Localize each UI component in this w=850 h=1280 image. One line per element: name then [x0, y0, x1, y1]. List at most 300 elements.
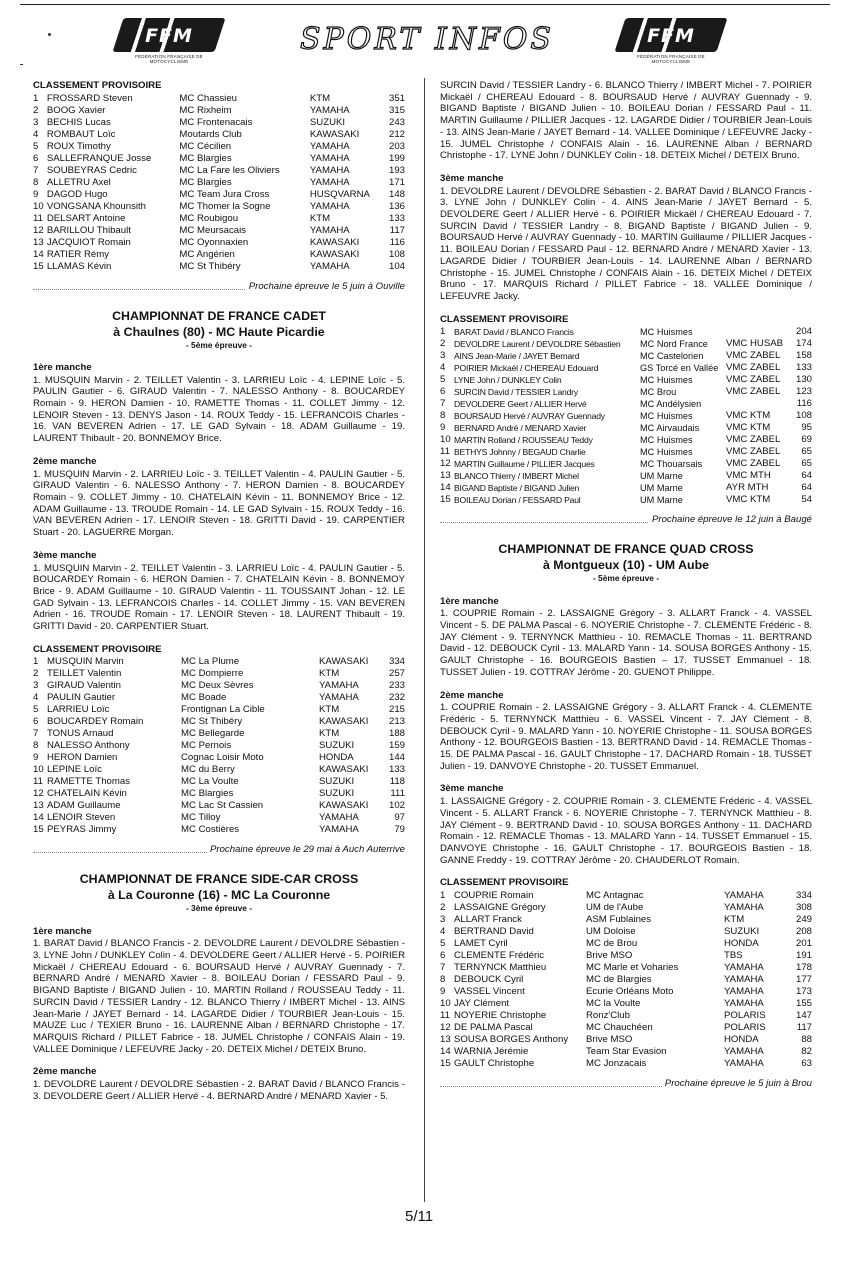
- rank-cell: 14: [33, 248, 44, 260]
- points-cell: 116: [796, 398, 812, 410]
- club-cell: MC Costières: [181, 824, 240, 836]
- table-row: [440, 434, 812, 446]
- brand-cell: YAMAHA: [724, 1058, 764, 1070]
- table-row: [440, 422, 812, 434]
- points-cell: 173: [795, 986, 812, 998]
- rider-cell: ROMBAUT Loïc: [46, 128, 116, 140]
- club-cell: MC Team Jura Cross: [179, 188, 270, 200]
- brand-cell: VMC KTM: [726, 494, 771, 506]
- rider-cell: DE PALMA Pascal: [454, 1022, 533, 1034]
- club-cell: MC Blargies: [179, 176, 232, 188]
- brand-cell: YAMAHA: [724, 986, 764, 998]
- championship-title: CHAMPIONNAT DE FRANCE QUAD CROSS: [498, 542, 754, 557]
- race-results: 1. LASSAIGNE Grégory - 2. COUPRIE Romain - 3. CLEMENTE Frédéric - 4. VASSEL Vincent - 5. ALLART Franck - 6. NOYERIE Christophe - 7. TERNYNCK Matthieu - 8. JAY Clément - 9. BERTRAND David - 10. SOUSA BORGES Anthony - 11. DACHARD Romain - 12. REMACLE Thomas - 13. MALARD Yann - 14. TUSSET Emmanuel - 15. DANVOYE Christophe - 16. GAULT Christophe - 17. BOURGEOIS Bastien - 18. GANNE Freddy - 19. COTTRAY Jérôme - 20. CHAUDERLOT Romain.: [440, 796, 812, 866]
- standings-table: [440, 890, 812, 1070]
- rank-cell: 12: [33, 788, 44, 800]
- club-cell: MC Thomer la Sogne: [179, 200, 271, 212]
- brand-cell: YAMAHA: [724, 890, 764, 902]
- rider-cell: NOYERIE Christophe: [454, 1010, 547, 1022]
- table-row: [33, 764, 405, 776]
- rider-cell: DAGOD Hugo: [46, 188, 108, 200]
- table-row: [440, 890, 812, 902]
- club-cell: MC Airvaudais: [640, 423, 700, 434]
- club-cell: MC La Plume: [181, 656, 240, 668]
- points-cell: 178: [795, 962, 812, 974]
- rank-cell: 6: [33, 716, 39, 728]
- brand-cell: VMC KTM: [726, 422, 771, 434]
- table-row: [440, 338, 812, 350]
- race-results: 1. BARAT David / BLANCO Francis - 2. DEVOLDRE Laurent / DEVOLDRE Sébastien - 3. LYNE John / DUNKLEY Colin - 4. DEVOLDERE Geert / ALLIER Hervé - 5. POIRIER Mickaël / CHEREAU Edouard - 6. BOURSAUD Hervé / AUVRAY Guennady - 7. BERNARD André / MENARD Xavier - 8. BOILEAU Dorian / FESSARD Paul - 9. BIGAND Baptiste / BIGAND Julien - 10. MARTIN Rolland / ROUSSEAU Teddy - 11. SURCIN David / TESSIER Landry - 12. BLANCO Thierry / IMBERT Michel - 13. AINS Jean-Marie / JAYET Bernard - 14. LAGARDE Didier / TOURBIER Jean-Louis - 15. MAUZE Luc / TEXIER Bruno - 16. LAURENNE Alban / BERNARD Christophe - 17. MARQUIS Richard / PILLET Fabrice - 18. JUMEL Christophe / CONFAIS Alain - 19. VALLEE Dominique / LEFEUVRE Jacky - 20. DETEIX Michel / DETEIX Bruno.: [33, 938, 405, 1055]
- rider-cell: CHATELAIN Kévin: [47, 788, 127, 800]
- brand-cell: VMC ZABEL: [726, 458, 781, 470]
- rider-cell: ROUX Timothy: [46, 140, 111, 152]
- championship-title: CHAMPIONNAT DE FRANCE CADET: [112, 308, 326, 323]
- points-cell: 249: [795, 914, 812, 926]
- table-row: [440, 1010, 812, 1022]
- club-cell: Ronz'Club: [586, 1010, 630, 1022]
- club-cell: UM Marne: [640, 495, 683, 506]
- table-row: [440, 362, 812, 374]
- rider-cell: PEYRAS Jimmy: [47, 824, 117, 836]
- table-row: [33, 728, 405, 740]
- rider-cell: LENOIR Steven: [47, 812, 116, 824]
- brand-cell: KTM: [319, 704, 340, 716]
- club-cell: MC du Berry: [181, 764, 235, 776]
- points-cell: 95: [801, 422, 812, 434]
- rank-cell: 9: [440, 422, 446, 434]
- rank-cell: 1: [440, 890, 446, 902]
- rank-cell: 4: [440, 362, 446, 374]
- rider-cell: HERON Damien: [47, 752, 118, 764]
- next-event: Prochaine épreuve le 12 juin à Baugé: [440, 512, 812, 523]
- brand-cell: YAMAHA: [724, 974, 764, 986]
- rank-cell: 10: [440, 434, 451, 446]
- points-cell: 79: [394, 824, 405, 836]
- table-row: [33, 740, 405, 752]
- club-cell: MC Frontenacais: [179, 116, 253, 128]
- page-title: SPORT INFOS: [299, 22, 554, 57]
- rank-cell: 11: [33, 776, 43, 788]
- rank-cell: 8: [440, 974, 446, 986]
- club-cell: MC La Voulte: [181, 776, 239, 788]
- brand-cell: VMC ZABEL: [726, 434, 781, 446]
- rank-cell: 13: [33, 800, 44, 812]
- standings-table: [33, 656, 405, 836]
- race-results: 1. COUPRIE Romain - 2. LASSAIGNE Grégory - 3. ALLART Franck - 4. CLEMENTE Frédéric - 5. TERNYNCK Matthieu - 6. VASSEL Vincent - 7. JAY Clément - 8. DEBOUCK Cyril - 9. MALARD Yann - 10. NOYERIE Christophe - 11. SOUSA BORGES Anthony - 12. BOURGEOIS Bastien - 13. BERTRAND David - 14. REMACLE Thomas - 15. DE PALMA Pascal - 16. GAULT Christophe - 17. DACHARD Romain - 18. TUSSET Julien - 19. DANVOYE Christophe - 20. TUSSET Emmanuel.: [440, 702, 812, 772]
- club-cell: MC la Voulte: [586, 998, 641, 1010]
- club-cell: MC Thouarsais: [640, 459, 703, 470]
- ffm-logo-right: [620, 18, 722, 65]
- race-heading: 3ème manche: [440, 783, 504, 795]
- club-cell: Frontignan La Cible: [181, 704, 265, 716]
- rank-cell: 6: [440, 386, 446, 398]
- brand-cell: KAWASAKI: [309, 236, 360, 248]
- club-cell: MC de Blargies: [586, 974, 652, 986]
- brand-cell: YAMAHA: [309, 224, 350, 236]
- rank-cell: 7: [33, 728, 39, 740]
- table-row: [33, 692, 405, 704]
- rank-cell: 9: [440, 986, 446, 998]
- rank-cell: 8: [33, 740, 39, 752]
- logo-text: FFM: [647, 25, 695, 47]
- table-row: [440, 410, 812, 422]
- club-cell: Brive MSO: [586, 950, 633, 962]
- table-row: [440, 482, 812, 494]
- rider-cell: BECHIS Lucas: [46, 116, 111, 128]
- club-cell: UM Marne: [640, 483, 683, 494]
- scan-mark: [20, 64, 23, 65]
- rider-cell: LAMET Cyril: [454, 938, 508, 950]
- points-cell: 203: [388, 140, 405, 152]
- table-row: [440, 974, 812, 986]
- race-heading: 3ème manche: [33, 549, 97, 561]
- brand-cell: KAWASAKI: [319, 716, 369, 728]
- rider-cell: SOUSA BORGES Anthony: [454, 1034, 569, 1046]
- points-cell: 64: [801, 470, 812, 482]
- brand-cell: POLARIS: [724, 1010, 766, 1022]
- points-cell: 147: [795, 1010, 812, 1022]
- rank-cell: 3: [440, 914, 446, 926]
- points-cell: 174: [795, 338, 812, 350]
- rank-cell: 12: [33, 224, 44, 236]
- rider-cell: GIRAUD Valentin: [47, 680, 121, 692]
- rider-cell: DELSART Antoine: [46, 212, 126, 224]
- brand-cell: [726, 398, 786, 410]
- rider-cell: NALESSO Anthony: [47, 740, 130, 752]
- table-row: [33, 776, 405, 788]
- rider-cell: LLAMAS Kévin: [46, 260, 112, 272]
- points-cell: 308: [795, 902, 812, 914]
- left-column: [33, 80, 405, 1114]
- rank-cell: 15: [33, 260, 44, 272]
- classement-heading: CLASSEMENT PROVISOIRE: [440, 877, 569, 889]
- club-cell: MC Tilloy: [181, 812, 221, 824]
- next-event: Prochaine épreuve le 5 juin à Brou: [440, 1076, 812, 1087]
- rider-cell: TONUS Arnaud: [47, 728, 114, 740]
- brand-cell: YAMAHA: [309, 200, 350, 212]
- club-cell: MC Huismes: [640, 375, 693, 386]
- rider-cell: BARILLOU Thibault: [46, 224, 131, 236]
- rider-cell: SOUBEYRAS Cedric: [46, 164, 137, 176]
- table-row: [33, 680, 405, 692]
- rank-cell: 2: [440, 902, 446, 914]
- table-row: [440, 374, 812, 386]
- points-cell: 315: [388, 104, 405, 116]
- race-heading: 2ème manche: [440, 689, 504, 701]
- club-cell: MC Dompierre: [181, 668, 244, 680]
- championship-venue: à La Couronne (16) - MC La Couronne: [107, 888, 331, 903]
- points-cell: 116: [389, 236, 405, 248]
- points-cell: 130: [795, 374, 812, 386]
- brand-cell: YAMAHA: [724, 998, 764, 1010]
- rider-cell: ALLETRU Axel: [46, 176, 111, 188]
- points-cell: 201: [795, 938, 812, 950]
- table-row: [440, 938, 812, 950]
- rank-cell: 2: [33, 104, 39, 116]
- table-row: [440, 1046, 812, 1058]
- rank-cell: 14: [440, 1046, 451, 1058]
- points-cell: 233: [388, 680, 405, 692]
- race-results: 1. COUPRIE Romain - 2. LASSAIGNE Grégory - 3. ALLART Franck - 4. VASSEL Vincent - 5. DE PALMA Pascal - 6. NOYERIE Christophe - 7. CLEMENTE Frédéric - 8. JAY Clément - 9. TERNYNCK Matthieu - 10. REMACLE Thomas - 11. BERTRAND David - 12. DEBOUCK Cyril - 13. MALARD Yann - 14. SOUSA BORGES Anthony - 15. GAULT Christophe - 16. BOURGEOIS Bastien – 17. TUSSET Emmanuel - 18. TUSSET Julien - 19. COTTRAY Jérôme - 20. GUENOT Philippe.: [440, 608, 812, 678]
- rider-cell: VASSEL Vincent: [454, 986, 525, 998]
- rider-cell: AINS Jean-Marie / JAYET Bernard: [454, 351, 580, 362]
- points-cell: 133: [795, 362, 812, 374]
- rank-cell: 7: [440, 962, 446, 974]
- points-cell: 334: [795, 890, 812, 902]
- rider-cell: BETHYS Johnny / BEGAUD Charlie: [454, 447, 586, 458]
- points-cell: 213: [388, 716, 405, 728]
- brand-cell: YAMAHA: [319, 692, 359, 704]
- rider-cell: BOURSAUD Hervé / AUVRAY Guennady: [454, 411, 605, 422]
- rank-cell: 9: [33, 188, 39, 200]
- table-row: [440, 398, 812, 410]
- rider-cell: SALLEFRANQUE Josse: [46, 152, 152, 164]
- championship-venue: à Chaulnes (80) - MC Haute Picardie: [113, 324, 325, 339]
- brand-cell: YAMAHA: [724, 962, 764, 974]
- points-cell: 191: [795, 950, 812, 962]
- club-cell: MC Cécilien: [179, 140, 232, 152]
- table-row: [33, 668, 405, 680]
- table-row: [440, 914, 812, 926]
- brand-cell: KAWASAKI: [309, 128, 360, 140]
- brand-cell: SUZUKI: [319, 740, 355, 752]
- championship-title: CHAMPIONNAT DE FRANCE SIDE-CAR CROSS: [79, 872, 359, 887]
- rank-cell: 15: [440, 1058, 451, 1070]
- brand-cell: YAMAHA: [309, 104, 350, 116]
- rank-cell: 3: [33, 680, 39, 692]
- rider-cell: ADAM Guillaume: [47, 800, 121, 812]
- points-cell: 118: [389, 776, 405, 788]
- rider-cell: JAY Clément: [454, 998, 510, 1010]
- round-label: - 5ème épreuve -: [592, 573, 660, 584]
- rider-cell: MUSQUIN Marvin: [47, 656, 124, 668]
- club-cell: MC Chauchéen: [586, 1022, 653, 1034]
- points-cell: 117: [389, 224, 405, 236]
- next-event: Prochaine épreuve le 5 juin à Ouville: [33, 279, 405, 290]
- club-cell: MC Marle et Voharies: [586, 962, 679, 974]
- club-cell: MC Andélysien: [640, 399, 702, 410]
- rider-cell: MARTIN Guillaume / PILLIER Jacques: [454, 459, 595, 470]
- brand-cell: YAMAHA: [309, 152, 350, 164]
- classement-heading: CLASSEMENT PROVISOIRE: [440, 313, 569, 325]
- table-row: [440, 470, 812, 482]
- rider-cell: BIGAND Baptiste / BIGAND Julien: [454, 483, 580, 494]
- points-cell: 158: [795, 350, 812, 362]
- rider-cell: PAULIN Gautier: [47, 692, 116, 704]
- rank-cell: 10: [33, 764, 44, 776]
- rider-cell: BARAT David / BLANCO Francis: [454, 327, 574, 338]
- club-cell: MC Brou: [640, 387, 677, 398]
- race-heading: 2ème manche: [33, 455, 97, 467]
- rank-cell: 6: [33, 152, 39, 164]
- race-heading: 1ère manche: [33, 925, 92, 937]
- table-row: [440, 326, 812, 338]
- rank-cell: 10: [33, 200, 44, 212]
- rank-cell: 1: [33, 656, 39, 668]
- table-row: [33, 165, 405, 177]
- rank-cell: 1: [440, 326, 446, 338]
- race-results: 1. MUSQUIN Marvin - 2. LARRIEU Loïc - 3. TEILLET Valentin - 4. PAULIN Gautier - 5. GIRAUD Valentin - 6. NALESSO Anthony - 7. HERON Damien - 8. BOUCARDEY Romain - 9. COLLET Jimmy - 10. CHATELAIN Kévin - 11. BONNEMOY Brice - 12. ADAM Guillaume - 13. TROUDE Romain - 14. LE GAD Sylvain - 15. ROUX Teddy - 16. VAN BEVEREN Adrien - 17. LENOIR Steven - 18. GRITTI David - 19. CARPENTIER Stuart - 20. LAGUERRE Morgan.: [33, 468, 405, 539]
- standings-table: [440, 326, 812, 506]
- rank-cell: 11: [33, 212, 43, 224]
- club-cell: MC Blargies: [181, 788, 234, 800]
- points-cell: 104: [388, 260, 405, 272]
- points-cell: 69: [801, 434, 812, 446]
- rank-cell: 12: [440, 1022, 451, 1034]
- rider-cell: MARTIN Rolland / ROUSSEAU Teddy: [454, 435, 593, 446]
- club-cell: MC Huismes: [640, 411, 693, 422]
- points-cell: 351: [388, 92, 405, 104]
- brand-cell: YAMAHA: [724, 902, 764, 914]
- brand-cell: YAMAHA: [309, 164, 350, 176]
- club-cell: MC St Thibéry: [179, 260, 241, 272]
- rank-cell: 14: [440, 482, 451, 494]
- rider-cell: JACQUIOT Romain: [46, 236, 131, 248]
- brand-cell: SUZUKI: [309, 116, 346, 128]
- brand-cell: KAWASAKI: [309, 248, 360, 260]
- table-row: [440, 902, 812, 914]
- points-cell: 208: [795, 926, 812, 938]
- points-cell: 102: [388, 800, 405, 812]
- brand-cell: HONDA: [319, 752, 354, 764]
- club-cell: Brive MSO: [586, 1034, 633, 1046]
- club-cell: MC Deux Sèvres: [181, 680, 254, 692]
- club-cell: MC Huismes: [640, 435, 693, 446]
- rank-cell: 14: [33, 812, 44, 824]
- points-cell: 334: [388, 656, 405, 668]
- club-cell: MC Nord France: [640, 339, 708, 350]
- table-row: [440, 1022, 812, 1034]
- rank-cell: 4: [33, 692, 39, 704]
- round-label: - 5ème épreuve -: [185, 339, 253, 350]
- brand-cell: HUSQVARNA: [309, 188, 370, 200]
- table-row: [33, 153, 405, 165]
- table-row: [33, 812, 405, 824]
- points-cell: 243: [388, 116, 405, 128]
- points-cell: 64: [801, 482, 812, 494]
- right-column: [440, 80, 812, 1105]
- rider-cell: DEBOUCK Cyril: [454, 974, 524, 986]
- rider-cell: LARRIEU Loïc: [47, 704, 110, 716]
- next-event: Prochaine épreuve le 29 mai à Auch Auterrive: [33, 842, 405, 853]
- race-results: 1. DEVOLDRE Laurent / DEVOLDRE Sébastien - 2. BARAT David / BLANCO Francis - 3. DEVOLDERE Geert / ALLIER Hervé - 4. BERNARD André / MENARD Xavier - 5.: [33, 1079, 405, 1102]
- club-cell: MC Boade: [181, 692, 227, 704]
- rank-cell: 15: [33, 824, 44, 836]
- rank-cell: 2: [33, 668, 39, 680]
- club-cell: MC Huismes: [640, 447, 693, 458]
- rank-cell: 4: [440, 926, 446, 938]
- rank-cell: 3: [440, 350, 446, 362]
- club-cell: UM de l'Aube: [586, 902, 644, 914]
- points-cell: 215: [388, 704, 405, 716]
- points-cell: 155: [795, 998, 812, 1010]
- brand-cell: SUZUKI: [319, 776, 355, 788]
- points-cell: 193: [388, 164, 405, 176]
- points-cell: 257: [388, 668, 405, 680]
- club-cell: MC Pernois: [181, 740, 232, 752]
- table-row: [440, 458, 812, 470]
- club-cell: MC Meursacais: [179, 224, 247, 236]
- table-row: [33, 213, 405, 225]
- table-row: [33, 105, 405, 117]
- brand-cell: YAMAHA: [724, 1046, 764, 1058]
- points-cell: 212: [388, 128, 405, 140]
- club-cell: MC Angérien: [179, 248, 235, 260]
- points-cell: 65: [801, 446, 812, 458]
- club-cell: MC Jonzacais: [586, 1058, 647, 1070]
- brand-cell: VMC ZABEL: [726, 362, 781, 374]
- points-cell: 136: [388, 200, 405, 212]
- table-row: [440, 1058, 812, 1070]
- club-cell: MC Oyonnaxien: [179, 236, 249, 248]
- table-row: [440, 1034, 812, 1046]
- rider-cell: BERTRAND David: [454, 926, 534, 938]
- table-row: [440, 986, 812, 998]
- brand-cell: KTM: [319, 668, 340, 680]
- table-row: [440, 926, 812, 938]
- brand-cell: KAWASAKI: [319, 764, 369, 776]
- brand-cell: VMC ZABEL: [726, 446, 781, 458]
- logo-text: FFM: [145, 25, 193, 47]
- brand-cell: KAWASAKI: [319, 656, 369, 668]
- points-cell: 148: [388, 188, 405, 200]
- rider-cell: WARNIA Jérémie: [454, 1046, 529, 1058]
- rank-cell: 13: [440, 470, 451, 482]
- club-cell: UM Marne: [640, 471, 683, 482]
- brand-cell: KAWASAKI: [319, 800, 369, 812]
- race-results: 1. DEVOLDRE Laurent / DEVOLDRE Sébastien - 2. BARAT David / BLANCO Francis - 3. LYNE John / DUNKLEY Colin - 4. AINS Jean-Marie / JAYET Bernard - 5. DEVOLDERE Geert / ALLIER Hervé - 6. POIRIER Mickaël / CHEREAU Edouard - 7. SURCIN David / TESSIER Landry - 8. BIGAND Baptiste / BIGAND Julien - 9. BOURSAUD Hervé / AUVRAY Guennady - 10. MARTIN Guillaume / PILLIER Jacques - 11. BOILEAU Dorian / FESSARD Paul - 12. BERNARD André / MENARD Xavier - 13. LAGARDE Didier / TOURBIER Jean-Louis - 14. LAURENNE Alban / BERNARD Christophe - 15. JUMEL Christophe / CONFAIS Alain - 16. DETEIX Michel / DETEIX Bruno - 17. MARQUIS Richard / PILLET Fabrice - 18. VALLEE Dominique / LEFEUVRE Jacky.: [440, 185, 812, 302]
- rank-cell: 6: [440, 950, 446, 962]
- table-row: [440, 494, 812, 506]
- table-row: [33, 656, 405, 668]
- points-cell: 133: [388, 764, 405, 776]
- brand-cell: SUZUKI: [319, 788, 355, 800]
- table-row: [33, 788, 405, 800]
- brand-cell: HONDA: [724, 938, 759, 950]
- club-cell: MC Chassieu: [179, 92, 237, 104]
- rider-cell: CLEMENTE Frédéric: [454, 950, 545, 962]
- club-cell: MC Blargies: [179, 152, 232, 164]
- rider-cell: SURCIN David / TESSIER Landry: [454, 387, 578, 398]
- table-row: [33, 261, 405, 273]
- rider-cell: LASSAIGNE Grégory: [454, 902, 546, 914]
- brand-cell: HONDA: [724, 1034, 759, 1046]
- rider-cell: BOOG Xavier: [46, 104, 106, 116]
- brand-cell: YAMAHA: [319, 680, 359, 692]
- page-header: [0, 0, 850, 72]
- standings-table: [33, 93, 405, 273]
- brand-cell: KTM: [309, 92, 331, 104]
- brand-cell: KTM: [309, 212, 331, 224]
- club-cell: Ecurie Orléans Moto: [586, 986, 674, 998]
- race-results: 1. MUSQUIN Marvin - 2. TEILLET Valentin - 3. LARRIEU Loïc - 4. LEPINE Loïc - 5. PAULIN Gautier - 6. GIRAUD Valentin - 7. NALESSO Anthony - 8. BOUCARDEY Romain - 9. HERON Damien - 10. RAMETTE Thomas - 11. COLLET Jimmy - 12. LENOIR Steven - 13. DENYS Jason - 14. ROUX Teddy - 15. LEFRANCOIS Charles - 16. VAN BEVEREN Adrien - 17. LE GAD Sylvain - 18. ADAM Guillaume - 19. LAURENT Thibault - 20. BONNEMOY Brice.: [33, 374, 405, 445]
- rank-cell: 8: [440, 410, 446, 422]
- classement-heading: CLASSEMENT PROVISOIRE: [33, 80, 162, 91]
- club-cell: MC La Fare les Oliviers: [179, 164, 280, 176]
- table-row: [33, 800, 405, 812]
- brand-cell: AYR MTH: [726, 482, 769, 494]
- rank-cell: 13: [33, 236, 44, 248]
- scan-mark: [48, 33, 51, 36]
- table-row: [33, 752, 405, 764]
- brand-cell: KTM: [724, 914, 745, 926]
- club-cell: UM Doloise: [586, 926, 636, 938]
- table-row: [33, 249, 405, 261]
- rider-cell: TEILLET Valentin: [47, 668, 122, 680]
- rank-cell: 12: [440, 458, 451, 470]
- table-row: [33, 237, 405, 249]
- brand-cell: YAMAHA: [309, 260, 350, 272]
